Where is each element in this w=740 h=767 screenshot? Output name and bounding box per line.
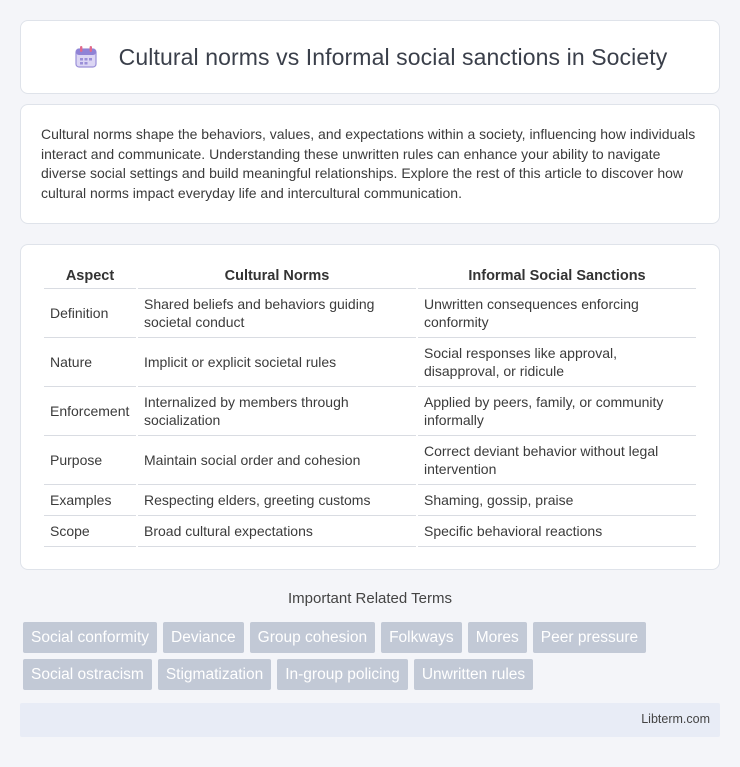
header-aspect: Aspect [44,263,136,289]
tag-in-group-policing[interactable]: In-group policing [277,659,408,690]
table-cell: Implicit or explicit societal rules [138,338,416,387]
tag-peer-pressure[interactable]: Peer pressure [533,622,646,653]
tag-group-cohesion[interactable]: Group cohesion [250,622,375,653]
table-row [44,516,696,547]
table-row [44,338,696,387]
table-header-row [44,263,696,289]
table-cell: Internalized by members through socialization [138,387,416,436]
table-cell: Applied by peers, family, or community informally [418,387,696,436]
table-cell: Respecting elders, greeting customs [138,485,416,516]
footer [20,703,720,737]
table-cell: Definition [44,289,136,338]
tag-deviance[interactable]: Deviance [163,622,244,653]
comparison-table [42,263,698,547]
tag-mores[interactable]: Mores [468,622,527,653]
tag-social-ostracism[interactable]: Social ostracism [23,659,152,690]
table-cell: Purpose [44,436,136,485]
intro-paragraph: Cultural norms shape the behaviors, values, and expectations within a society, influencing how individuals interact and communicate. Understanding these unwritten rules can enhance your ability to navigate diverse social settings and build meaningful relationships. Explore the rest of this article to discover how cultural norms impact everyday life and intercultural communication. [41,126,696,201]
table-cell: Enforcement [44,387,136,436]
comparison-card [20,244,720,570]
table-cell: Maintain social order and cohesion [138,436,416,485]
tag-stigmatization[interactable]: Stigmatization [158,659,271,690]
tag-unwritten-rules[interactable]: Unwritten rules [414,659,533,690]
tag-folkways[interactable]: Folkways [381,622,462,653]
header-cultural-norms: Cultural Norms [138,263,416,289]
title-card [20,20,720,94]
footer-site-link[interactable]: Libterm.com [641,712,710,726]
table-cell: Social responses like approval, disapproval, or ridicule [418,338,696,387]
table-cell: Nature [44,338,136,387]
related-terms-heading: Important Related Terms [288,590,452,607]
table-cell: Specific behavioral reactions [418,516,696,547]
table-row [44,485,696,516]
calendar-icon [73,44,99,70]
page-title: Cultural norms vs Informal social sanctions in Society [118,43,668,70]
table-row [44,387,696,436]
table-cell: Correct deviant behavior without legal intervention [418,436,696,485]
intro-card [20,104,720,224]
table-row [44,289,696,338]
header-informal-sanctions: Informal Social Sanctions [418,263,696,289]
table-cell: Unwritten consequences enforcing conformity [418,289,696,338]
table-cell: Scope [44,516,136,547]
table-cell: Broad cultural expectations [138,516,416,547]
table-cell: Shared beliefs and behaviors guiding societal conduct [138,289,416,338]
table-cell: Shaming, gossip, praise [418,485,696,516]
table-cell: Examples [44,485,136,516]
related-terms-list [23,622,723,696]
table-row [44,436,696,485]
tag-social-conformity[interactable]: Social conformity [23,622,157,653]
